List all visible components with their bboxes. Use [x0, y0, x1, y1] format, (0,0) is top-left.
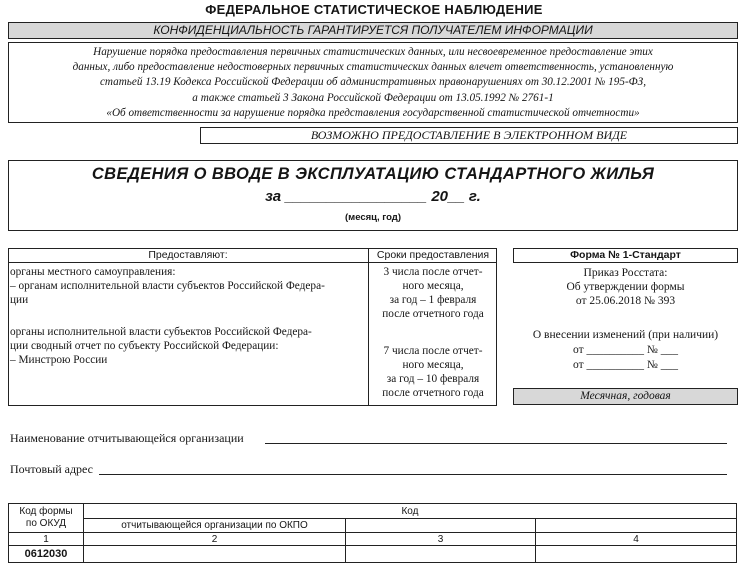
- submit-column-header: Предоставляют:: [148, 249, 228, 261]
- changes-row-1[interactable]: от __________ № ___: [573, 344, 678, 356]
- order-line: от 25.06.2018 № 393: [575, 295, 676, 307]
- liability-warning: [8, 42, 738, 123]
- code-value-cell-4[interactable]: [535, 545, 737, 563]
- submitter-line: ции сводный отчет по субъекту Российской Федерации:: [10, 340, 279, 352]
- deadline-line: за год – 1 февраля: [389, 294, 477, 306]
- electronic-submission-note: [200, 127, 738, 144]
- deadline-line: ного месяца,: [402, 359, 464, 371]
- periodicity: Месячная, годовая: [580, 390, 671, 402]
- warning-line: статьей 13.19 Кодекса Российской Федерации об административных правонарушениях от 30.12.2001 № 195-ФЗ,: [99, 76, 647, 89]
- confidentiality-text: КОНФИДЕНЦИАЛЬНОСТЬ ГАРАНТИРУЕТСЯ ПОЛУЧАТЕЛЕМ ИНФОРМАЦИИ: [153, 23, 593, 37]
- order-line: Об утверждении формы: [566, 281, 685, 293]
- column-number-3: 3: [345, 532, 536, 546]
- confidentiality-banner: [8, 22, 738, 39]
- code-subcol-4: [535, 518, 737, 533]
- submitter-row-2: [10, 325, 366, 367]
- deadline-line: после отчетного года: [382, 308, 484, 320]
- approval-order: [513, 266, 738, 308]
- org-name-label: Наименование отчитывающейся организации: [10, 431, 244, 445]
- column-number-1: 1: [8, 532, 84, 546]
- warning-line: Нарушение порядка предоставления первичных статистических данных, или несвоевременное предоставление этих: [93, 46, 653, 58]
- deadline-column-header: Сроки предоставления: [376, 249, 490, 261]
- submitter-line: ции: [10, 294, 29, 306]
- form-title: СВЕДЕНИЯ О ВВОДЕ В ЭКСПЛУАТАЦИЮ СТАНДАРТНОГО ЖИЛЬЯ: [91, 165, 655, 183]
- electronic-text: ВОЗМОЖНО ПРЕДОСТАВЛЕНИЕ В ЭЛЕКТРОННОМ ВИДЕ: [310, 128, 628, 142]
- period-caption: (месяц, год): [345, 212, 401, 223]
- warning-line: «Об ответственности за нарушение порядка представления государственной статистической отчетности»: [106, 106, 640, 119]
- deadline-line: после отчетного года: [382, 387, 484, 399]
- code-header: Код: [83, 503, 737, 519]
- warning-line: а также статьей 3 Закона Российской Федерации от 13.05.1992 № 2761-1: [192, 91, 554, 104]
- changes-row-2[interactable]: от __________ № ___: [573, 359, 678, 371]
- submitter-line: – Минстрою России: [10, 354, 108, 366]
- period-month-blank[interactable]: _________________: [285, 188, 428, 205]
- deadline-line: 3 числа после отчет-: [383, 266, 483, 278]
- code-subcol-3: [345, 518, 536, 533]
- reporting-period: [8, 188, 738, 205]
- submission-header-divider: [8, 262, 497, 263]
- postal-address-label: Почтовый адрес: [10, 462, 94, 476]
- okpo-header: отчитывающейся организации по ОКПО: [83, 518, 346, 533]
- postal-address-field[interactable]: [99, 461, 727, 475]
- warning-line: данных, либо предоставление недостоверных первичных статистических данных влечет ответственность, установленную: [72, 61, 674, 74]
- changes-title: О внесении изменений (при наличии): [532, 329, 719, 341]
- survey-title: ФЕДЕРАЛЬНОЕ СТАТИСТИЧЕСКОЕ НАБЛЮДЕНИЕ: [205, 2, 543, 17]
- okud-header: Код формы по ОКУД: [8, 503, 84, 533]
- org-name-field[interactable]: [265, 430, 727, 444]
- submitter-line: – органам исполнительной власти субъектов Российской Федера-: [10, 280, 325, 292]
- deadline-row-2: [369, 344, 497, 400]
- deadline-row-1: [369, 265, 497, 321]
- submitter-line: органы местного самоуправления:: [10, 266, 176, 278]
- submitter-row-1: [10, 265, 366, 307]
- period-year[interactable]: 20__ г.: [431, 188, 481, 205]
- deadline-line: за год – 10 февраля: [386, 373, 480, 385]
- okud-value: 0612030: [8, 545, 84, 563]
- column-number-4: 4: [535, 532, 737, 546]
- deadline-line: 7 числа после отчет-: [383, 345, 483, 357]
- submitter-line: органы исполнительной власти субъектов Российской Федера-: [10, 326, 312, 338]
- okpo-value-cell[interactable]: [83, 545, 346, 563]
- code-value-cell-3[interactable]: [345, 545, 536, 563]
- column-number-2: 2: [83, 532, 346, 546]
- deadline-line: ного месяца,: [402, 280, 464, 292]
- form-number: Форма № 1-Стандарт: [570, 249, 681, 261]
- period-prefix: за: [265, 188, 282, 205]
- order-line: Приказ Росстата:: [583, 267, 668, 279]
